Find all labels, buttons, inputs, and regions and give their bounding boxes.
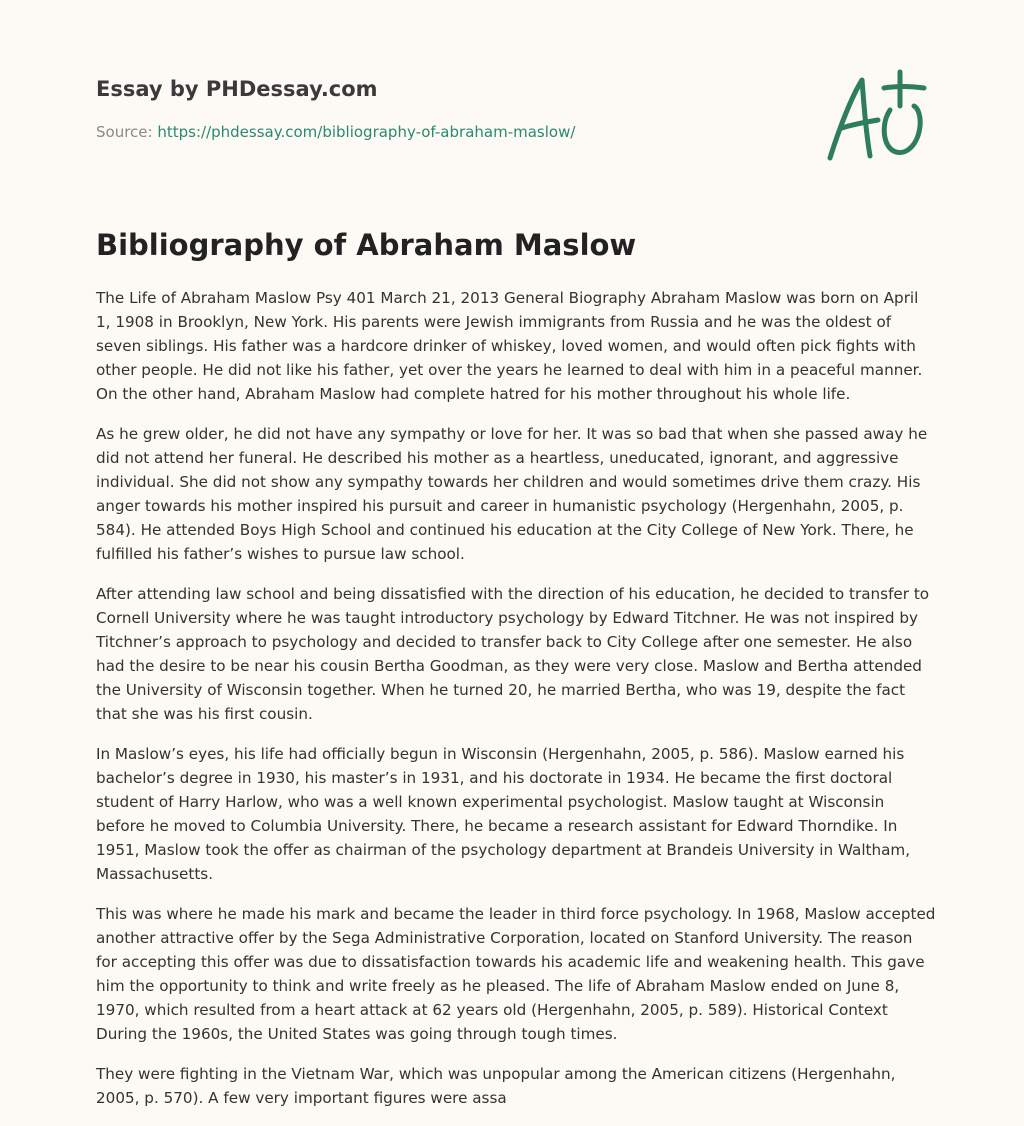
essay-paragraph: The Life of Abraham Maslow Psy 401 March 21, 2013 General Biography Abraham Maslow was born on April 1, 1908 in Brooklyn, New York. His parents were Jewish immigrants from Russia and he was the oldest of seven siblings. His father was a hardcore drinker of whiskey, loved women, and would often pick fights with other people. He did not like his father, yet over the years he learned to deal with him in a peaceful manner. On the other hand, Abraham Maslow had complete hatred for his mother throughout his whole life. <box>96 289 923 403</box>
page-header <box>96 74 796 142</box>
source-line <box>96 122 796 142</box>
essay-paragraph: After attending law school and being dissatisfied with the direction of his education, he decided to transfer to Cornell University where he was taught introductory psychology by Edward Titchner. He was not inspired by Titchner’s approach to psychology and decided to transfer back to City College after one semester. He also had the desire to be near his cousin Bertha Goodman, as they were very close. Maslow and Bertha attended the University of Wisconsin together. When he turned 20, he married Bertha, who was 19, despite the fact that she was his first cousin. <box>96 585 930 723</box>
source-label: Source: <box>96 123 153 141</box>
essay-content <box>96 226 936 1126</box>
source-link[interactable]: https://phdessay.com/bibliography-of-abraham-maslow/ <box>157 123 576 141</box>
essay-paragraph: They were fighting in the Vietnam War, which was unpopular among the American citizens (Hergenhahn, 2005, p. 570). A few very important figures were assa <box>96 1065 896 1107</box>
site-title: Essay by PHDessay.com <box>96 77 378 101</box>
a-plus-grade-icon <box>820 66 930 166</box>
essay-paragraph: In Maslow’s eyes, his life had officially begun in Wisconsin (Hergenhahn, 2005, p. 586). Maslow earned his bachelor’s degree in 1930, his master’s in 1931, and his doctorate in 1934. He became the first doctoral student of Harry Harlow, who was a well known experimental psychologist. Maslow taught at Wisconsin before he moved to Columbia University. There, he became a research assistant for Edward Thorndike. In 1951, Maslow took the offer as chairman of the psychology department at Brandeis University in Waltham, Massachusetts. <box>96 745 911 883</box>
essay-title: Bibliography of Abraham Maslow <box>96 228 637 262</box>
essay-paragraph: This was where he made his mark and became the leader in third force psychology. In 1968, Maslow accepted another attractive offer by the Sega Administrative Corporation, located on Stanford University. The reason for accepting this offer was due to dissatisfaction towards his academic life and weakening health. This gave him the opportunity to think and write freely as he pleased. The life of Abraham Maslow ended on June 8, 1970, which resulted from a heart attack at 62 years old (Hergenhahn, 2005, p. 589). Historical Context During the 1960s, the United States was going through tough times. <box>96 905 936 1043</box>
essay-paragraph: As he grew older, he did not have any sympathy or love for her. It was so bad that when she passed away he did not attend her funeral. He described his mother as a heartless, uneducated, ignorant, and aggressive individual. She did not show any sympathy towards her children and would sometimes drive them crazy. His anger towards his mother inspired his pursuit and career in humanistic psychology (Hergenhahn, 2005, p. 584). He attended Boys High School and continued his education at the City College of New York. There, he fulfilled his father’s wishes to pursue law school. <box>96 425 928 563</box>
